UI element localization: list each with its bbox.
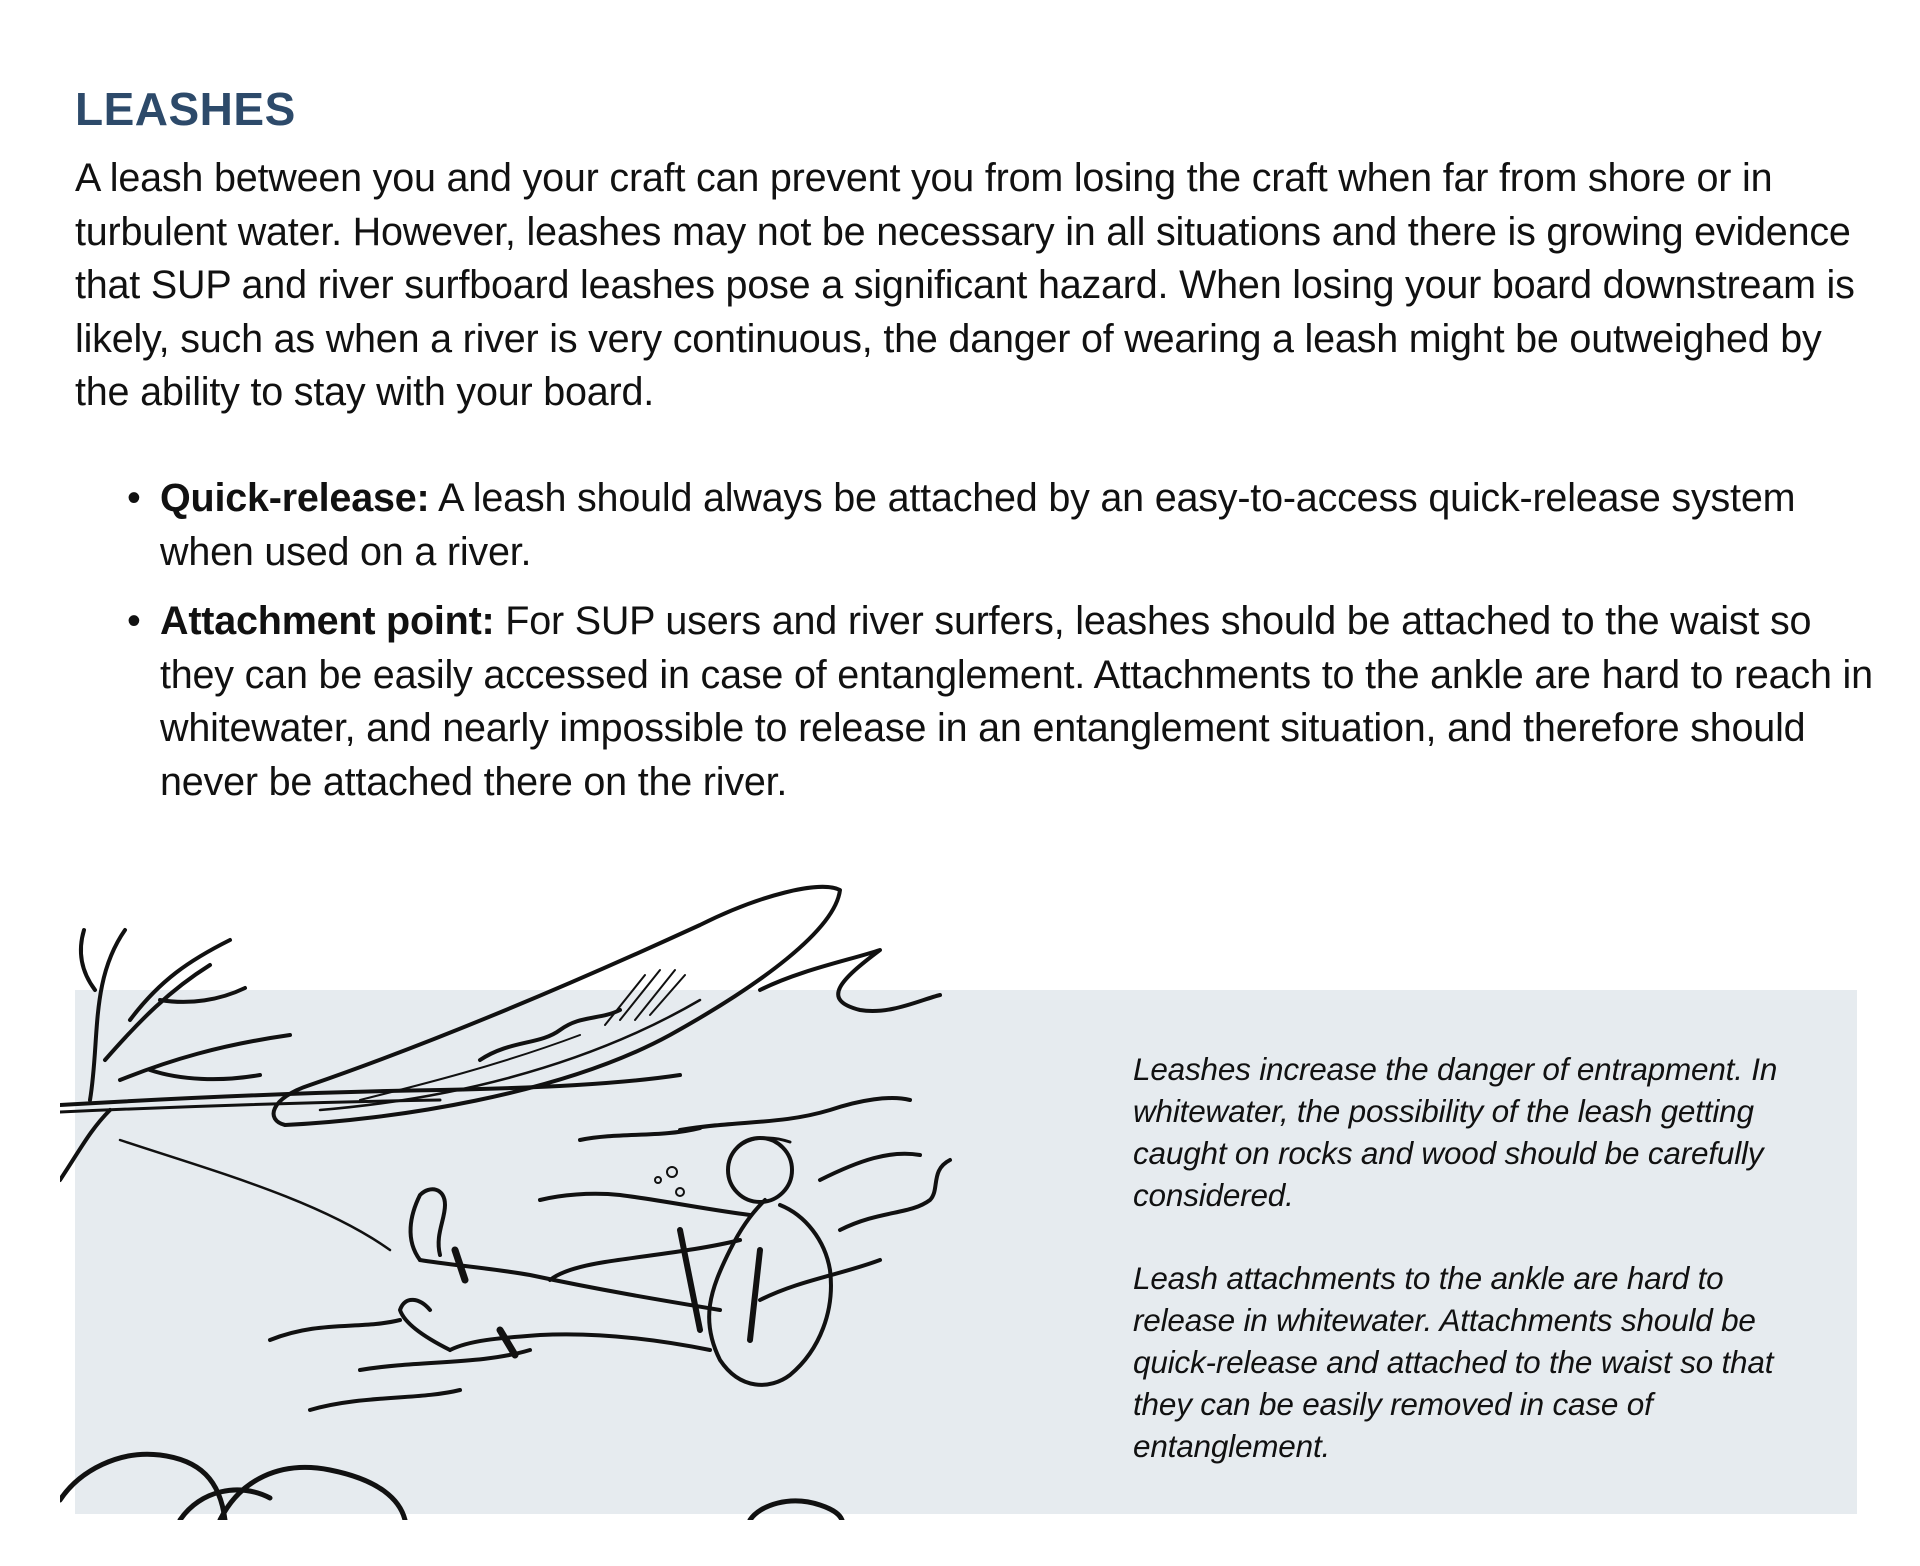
bullet-list	[75, 472, 1875, 825]
leg-upper	[420, 1260, 720, 1310]
bullet-dot-icon: •	[127, 476, 141, 520]
torso	[709, 1200, 831, 1385]
figure-captions	[1133, 1048, 1813, 1508]
list-item	[75, 472, 1875, 579]
surfboard-outline	[274, 887, 840, 1125]
intro-paragraph: A leash between you and your craft can prevent you from losing the craft when far from shore or in turbulent water. However, leashes may not be necessary in all situations and there is growing evidence that SUP and river surfboard leashes pose a significant hazard. When losing your board downstream is likely, such as when a river is very continuous, the danger of wearing a leash might be outweighed by the ability to stay with your board.	[75, 156, 1855, 414]
bullet-title: Quick-release:	[160, 476, 430, 520]
bullet-title: Attachment point:	[160, 599, 495, 643]
rock	[750, 1501, 842, 1520]
caption-entrapment: Leashes increase the danger of entrapment. In whitewater, the possibility of the leash getting caught on rocks and wood should be carefully considered.	[1133, 1051, 1778, 1213]
caption-attachment: Leash attachments to the ankle are hard to release in whitewater. Attachments should be quick-release and attached to the waist so that they can be easily removed in case of entanglement.	[1133, 1260, 1774, 1464]
leg-lower	[450, 1334, 710, 1350]
arm-upper	[540, 1194, 750, 1215]
bullet-text: A leash should always be attached by an easy-to-access quick-release system when used on a river.	[160, 476, 1796, 574]
rock	[60, 1454, 225, 1520]
list-item	[75, 595, 1875, 809]
section-heading: LEASHES	[75, 83, 296, 135]
arm-lower	[550, 1240, 740, 1280]
swimmer-entangled-leash-illustration-icon	[60, 870, 1090, 1520]
foot-down	[400, 1300, 450, 1350]
rock	[220, 1467, 405, 1520]
bullet-text: For SUP users and river surfers, leashes should be attached to the waist so they can be easily accessed in case of entanglement. Attachments to the ankle are hard to reach in whitewater, and nearly impossible to release in an entanglement situation, and therefore should never be attached there on the river.	[160, 599, 1873, 804]
leash-line	[120, 1140, 390, 1250]
bullet-dot-icon: •	[127, 599, 141, 643]
foot-up	[411, 1189, 445, 1260]
